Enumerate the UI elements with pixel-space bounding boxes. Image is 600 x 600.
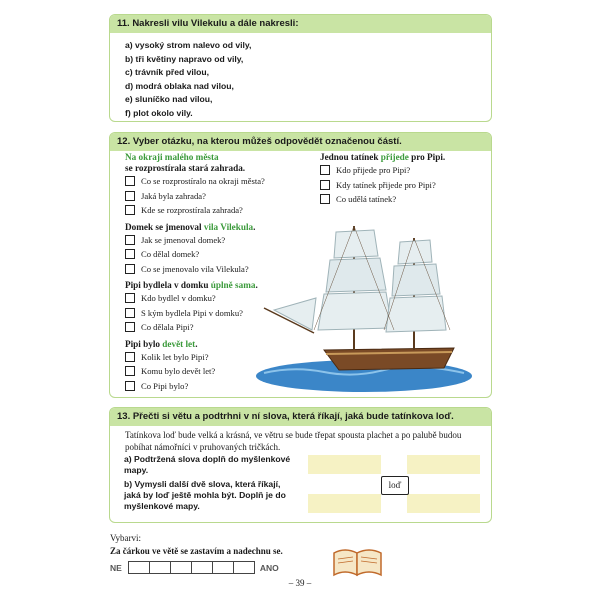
option-checkbox[interactable] <box>125 249 135 259</box>
task-11-title: 11. Nakresli vilu Vilekulu a dále nakresli: <box>110 15 491 33</box>
rating-cell[interactable] <box>128 561 150 574</box>
task-11-item: d) modrá oblaka nad vilou, <box>125 80 234 91</box>
option-row <box>125 174 325 189</box>
open-book-icon <box>330 545 385 581</box>
option-checkbox[interactable] <box>320 180 330 190</box>
rating-cell[interactable] <box>191 561 213 574</box>
rating-cell[interactable] <box>233 561 255 574</box>
highlighted-part: devět let <box>162 338 196 349</box>
sail <box>392 264 440 296</box>
self-check-statement: Za čárkou ve větě se zastavím a nadechnu se. <box>110 546 283 556</box>
option-label: Co dělala Pipi? <box>141 322 194 333</box>
question-text-end: pro Pipi. <box>408 152 446 162</box>
rating-cell[interactable] <box>212 561 234 574</box>
option-checkbox[interactable] <box>125 322 135 332</box>
question-text-end: . <box>253 221 256 232</box>
highlighted-part: úplně sama <box>210 280 256 290</box>
option-label: Co Pipi bylo? <box>141 380 189 391</box>
task-11-item: f) plot okolo vily. <box>125 107 193 118</box>
option-checkbox[interactable] <box>125 205 135 215</box>
task-11-item: a) vysoký strom nalevo od vily, <box>125 40 252 50</box>
mind-map-center: loď <box>381 476 409 495</box>
sail <box>386 296 446 332</box>
task-11 <box>109 14 492 122</box>
option-row <box>320 192 485 207</box>
question-text-start: Pipi bylo <box>125 338 163 349</box>
task-13-title: 13. Přečti si větu a podtrhni v ní slova, která říkají, jaká bude tatínkova loď. <box>110 408 491 426</box>
question-text-end: . <box>195 338 198 349</box>
question-text <box>320 152 485 163</box>
option-row <box>125 203 325 218</box>
sailing-ship-illustration <box>254 218 474 393</box>
option-row <box>125 189 325 204</box>
question-text-start: Domek se jmenoval <box>125 221 204 232</box>
option-row <box>320 178 485 193</box>
option-label: Jaká byla zahrada? <box>141 190 206 201</box>
option-label: S kým bydlela Pipi v domku? <box>141 307 243 318</box>
option-label: Kdo bydlel v domku? <box>141 293 216 304</box>
task-13-sentence: Tatínkova loď bude velká a krásná, ve větru se bude třepat spousta plachet a po palubě budou pobíhat námořníci v pruhovaných tričkách. <box>125 430 462 452</box>
mind-map-box[interactable] <box>407 494 480 513</box>
vybarvi-label: Vybarvi: <box>110 533 141 543</box>
question-text-start: Jednou tatínek <box>320 152 381 162</box>
option-checkbox[interactable] <box>125 381 135 391</box>
question-text-end: . <box>255 280 258 290</box>
jib-sail <box>274 298 316 330</box>
option-label: Co dělal domek? <box>141 249 200 260</box>
task-12-title: 12. Vyber otázku, na kterou můžeš odpovědět označenou částí. <box>110 133 491 151</box>
highlighted-part: vila Vilekula <box>203 221 254 232</box>
task-11-item: b) tři květiny napravo od vily, <box>125 53 244 64</box>
rating-ne: NE <box>110 562 122 573</box>
question-text-start: Pipi bydlela v domku <box>125 280 211 290</box>
sail <box>398 240 432 264</box>
option-label: Kde se rozprostírala zahrada? <box>141 205 243 216</box>
rating-cells <box>128 561 254 574</box>
question-text: se rozprostírala stará zahrada. <box>125 163 246 173</box>
task-11-item: e) sluníčko nad vilou, <box>125 94 213 104</box>
task-13-a: a) Podtržená slova doplň do myšlenkové mapy. <box>124 454 291 475</box>
task-11-item: c) trávník před vilou, <box>125 67 210 77</box>
option-checkbox[interactable] <box>125 264 135 274</box>
option-checkbox[interactable] <box>125 191 135 201</box>
highlighted-part: přijede <box>380 152 409 162</box>
option-checkbox[interactable] <box>125 308 135 318</box>
task-13-b: b) Vymysli další dvě slova, která říkají, jaká by loď ještě mohla být. Doplň je do myšlenkové mapy. <box>124 479 286 511</box>
option-label: Kdy tatínek přijede pro Pipi? <box>336 179 436 190</box>
rating-scale <box>110 560 279 575</box>
option-label: Co se jmenovalo vila Vilekula? <box>141 263 249 274</box>
option-label: Jak se jmenoval domek? <box>141 234 226 245</box>
sail <box>318 292 392 330</box>
mind-map-box[interactable] <box>308 455 381 474</box>
page-number: – 39 – <box>288 578 312 588</box>
option-label: Kolik let bylo Pipi? <box>141 351 209 362</box>
option-label: Komu bylo devět let? <box>141 366 216 377</box>
option-checkbox[interactable] <box>125 293 135 303</box>
task-12-right-column <box>320 152 485 207</box>
rating-ano: ANO <box>259 562 279 573</box>
option-checkbox[interactable] <box>125 352 135 362</box>
option-label: Kdo přijede pro Pipi? <box>336 165 411 176</box>
option-checkbox[interactable] <box>125 366 135 376</box>
option-checkbox[interactable] <box>320 194 330 204</box>
option-checkbox[interactable] <box>125 235 135 245</box>
task-11-list <box>110 33 491 120</box>
option-row <box>320 163 485 178</box>
rating-cell[interactable] <box>149 561 171 574</box>
option-checkbox[interactable] <box>125 176 135 186</box>
option-checkbox[interactable] <box>320 165 330 175</box>
highlighted-part: Na okraji malého města <box>125 152 219 162</box>
rating-cell[interactable] <box>170 561 192 574</box>
mind-map-box[interactable] <box>407 455 480 474</box>
question-group-1 <box>125 152 325 218</box>
mind-map-box[interactable] <box>308 494 381 513</box>
sail <box>334 230 378 258</box>
option-label: Co udělá tatínek? <box>336 194 397 205</box>
option-label: Co se rozprostíralo na okraji města? <box>141 176 265 187</box>
